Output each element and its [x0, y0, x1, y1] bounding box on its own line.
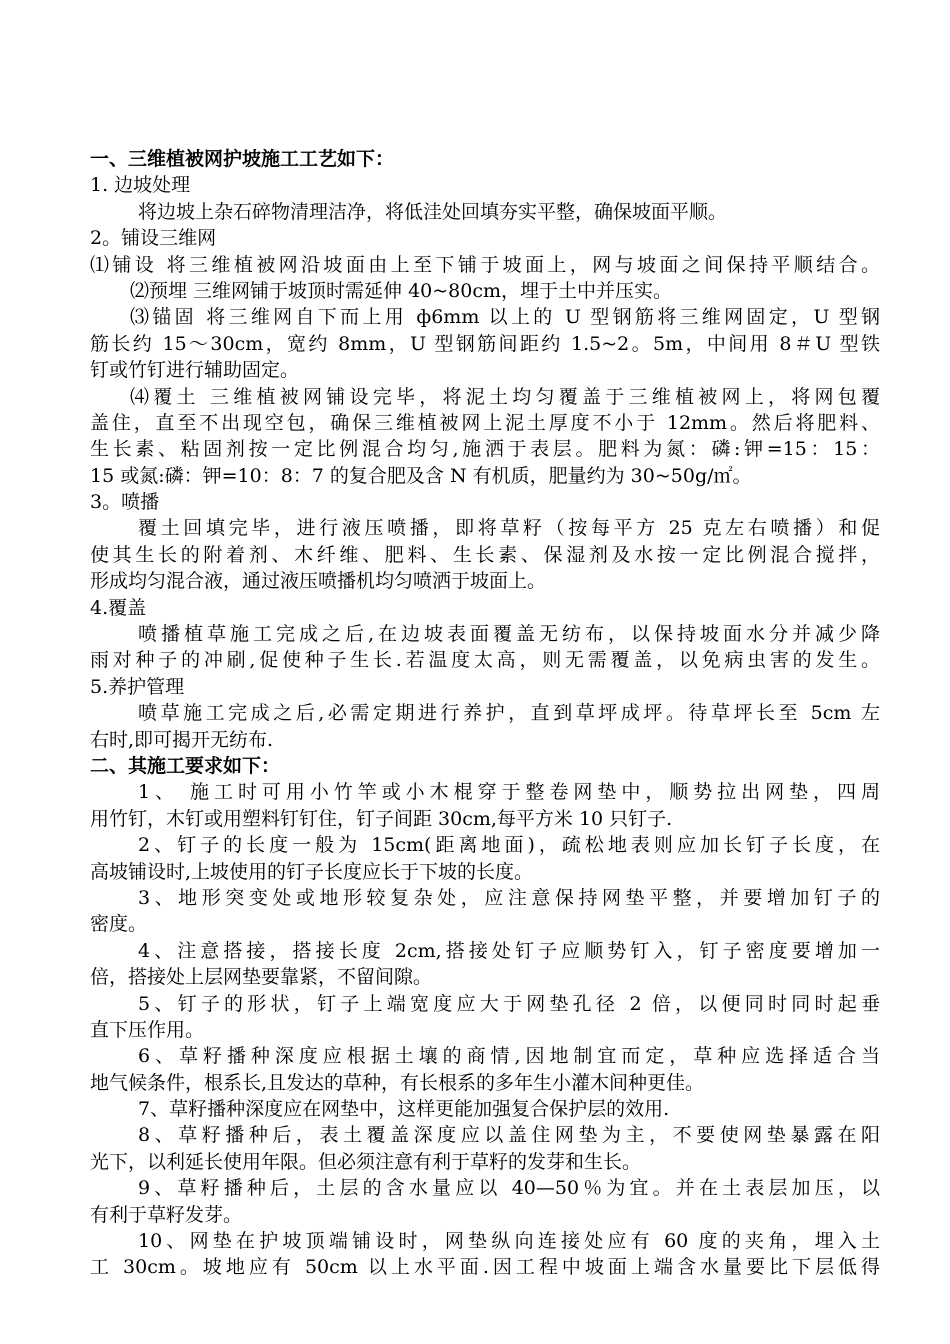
- text-line: 8、草籽播种后，表土覆盖深度应以盖住网垫为主，不要使网垫暴露在阳: [138, 1124, 880, 1147]
- text-line: 使其生长的附着剂、木纤维、肥料、生长素、保湿剂及水按一定比例混合搅拌，: [90, 543, 880, 566]
- text-line: 倍，搭接处上层网垫要靠紧，不留间隙。: [90, 966, 433, 989]
- text-line: ⑷覆土 三维植被网铺设完毕，将泥土均匀覆盖于三维植被网上，将网包覆: [130, 385, 880, 408]
- text-line: 3。喷播: [90, 491, 160, 514]
- text-line: 6、草籽播种深度应根据土壤的商情,因地制宜而定，草种应选择适合当: [138, 1045, 880, 1068]
- section-heading: 二、其施工要求如下：: [90, 754, 281, 777]
- text-line: 7、草籽播种深度应在网垫中，这样更能加强复合保护层的效用.: [138, 1098, 670, 1121]
- text-line: 高坡铺设时,上坡使用的钉子长度应长于下坡的长度。: [90, 860, 534, 883]
- text-line: 5、钉子的形状，钉子上端宽度应大于网垫孔径 2 倍，以便同时同时起垂: [138, 992, 880, 1015]
- text-line: 10、网垫在护坡顶端铺设时，网垫纵向连接处应有 60 度的夹角，埋入土: [138, 1230, 880, 1253]
- text-line: 用竹钉，木钉或用塑料钉钉住，钉子间距 30cm,每平方米 10 只钉子.: [90, 807, 673, 830]
- text-line: 光下，以利延长使用年限。但必须注意有利于草籽的发芽和生长。: [90, 1150, 642, 1173]
- text-line: 1、 施工时可用小竹竿或小木棍穿于整卷网垫中，顺势拉出网垫，四周: [138, 781, 880, 804]
- text-line: 喷草施工完成之后,必需定期进行养护，直到草坪成坪。待草坪长至 5cm 左: [138, 702, 880, 725]
- text-line: 喷播植草施工完成之后,在边坡表面覆盖无纺布，以保持坡面水分并减少降: [138, 623, 880, 646]
- text-line: 盖住，直至不出现空包，确保三维植被网上泥土厚度不小于 12mm。然后将肥料、: [90, 411, 880, 434]
- text-line: 2、钉子的长度一般为 15cm(距离地面)，疏松地表则应加长钉子长度，在: [138, 834, 880, 857]
- text-line: 2。铺设三维网: [90, 227, 217, 250]
- text-line: 密度。: [90, 913, 148, 936]
- text-line: 覆土回填完毕，进行液压喷播，即将草籽（按每平方 25 克左右喷播）和促: [138, 517, 880, 540]
- text-line: ⑵预埋 三维网铺于坡顶时需延伸 40~80cm，埋于土中并压实。: [130, 279, 673, 302]
- text-line: 地气候条件，根系长,且发达的草种，有长根系的多年生小灌木间种更佳。: [90, 1071, 705, 1094]
- text-line: 9、草籽播种后，土层的含水量应以 40—50％为宜。并在土表层加压，以: [138, 1177, 880, 1200]
- text-line: 有利于草籽发芽。: [90, 1203, 243, 1226]
- text-line: 筋长约 15～30cm，宽约 8mm，U 型钢筋间距约 1.5~2。5m，中间用 8＃U 型铁: [90, 332, 880, 355]
- text-line: 右时,即可揭开无纺布.: [90, 728, 274, 751]
- text-line: 钉或竹钉进行辅助固定。: [90, 359, 300, 382]
- text-line: 1. 边坡处理: [90, 174, 191, 197]
- text-line: 雨对种子的冲刷,促使种子生长.若温度太高，则无需覆盖，以免病虫害的发生。: [90, 649, 880, 672]
- text-line: ⑶锚固 将三维网自下而上用 ф6mm 以上的 U 型钢筋将三维网固定，U 型钢: [130, 306, 880, 329]
- text-line: 3、地形突变处或地形较复杂处，应注意保持网垫平整，并要增加钉子的: [138, 886, 880, 909]
- text-line: 形成均匀混合液，通过液压喷播机均匀喷洒于坡面上。: [90, 570, 547, 593]
- text-line: ⑴铺设 将三维植被网沿坡面由上至下铺于坡面上，网与坡面之间保持平顺结合。: [90, 253, 880, 276]
- document-page: [90, 146, 880, 1281]
- text-line: 直下压作用。: [90, 1018, 205, 1041]
- text-line: 4、注意搭接，搭接长度 2cm,搭接处钉子应顺势钉入，钉子密度要增加一: [138, 939, 880, 962]
- text-line: 5.养护管理: [90, 675, 185, 698]
- text-line: 将边坡上杂石碎物清理洁净，将低洼处回填夯实平整，确保坡面平顺。: [138, 200, 728, 223]
- text-line: 工 30cm。坡地应有 50cm 以上水平面.因工程中坡面上端含水量要比下层低得: [90, 1256, 880, 1279]
- section-heading: 一、三维植被网护坡施工工艺如下：: [90, 148, 395, 170]
- text-line: 生长素、粘固剂按一定比例混合均匀,施洒于表层。肥料为氮：磷:钾=15：15：: [90, 438, 880, 461]
- text-line: 4.覆盖: [90, 596, 147, 619]
- text-line: 15 或氮:磷：钾=10：8：7 的复合肥及含 N 有机质，肥量约为 30~50g/㎡。: [90, 464, 752, 487]
